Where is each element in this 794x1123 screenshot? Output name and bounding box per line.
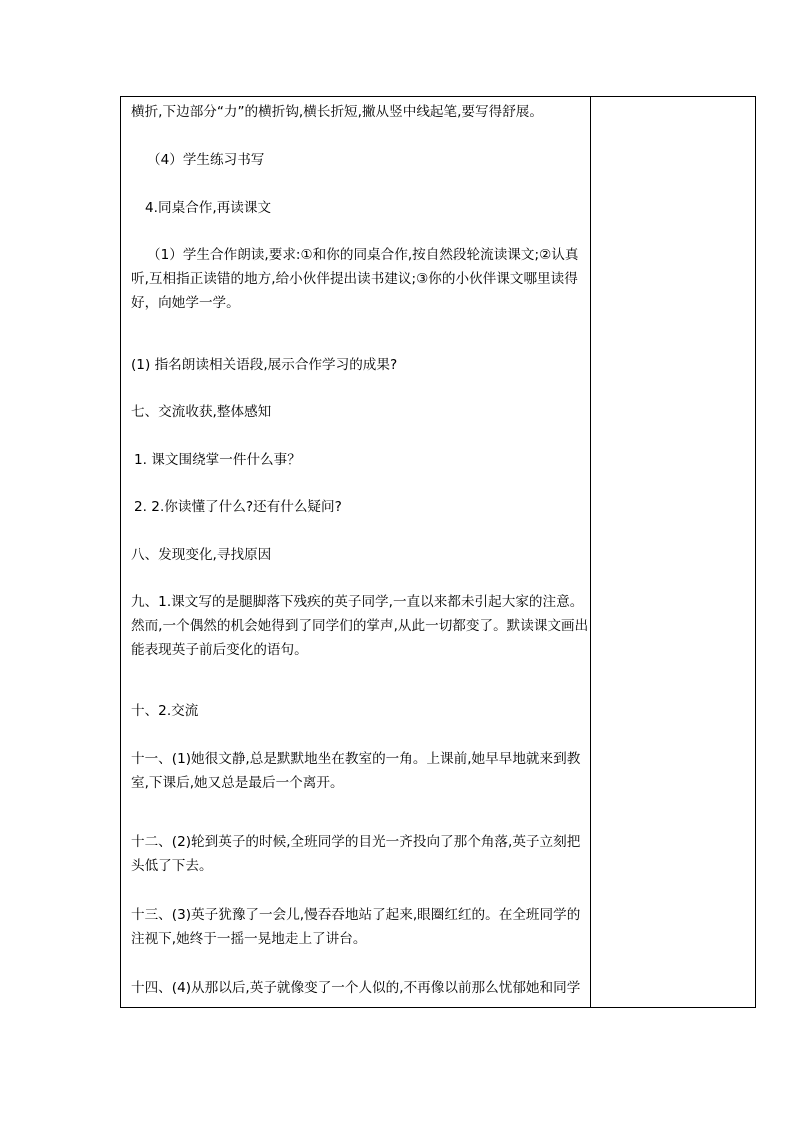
paragraph-section-twelve: 十二、(2)轮到英子的时候,全班同学的目光一齐投向了那个角落,英子立刻把头低了下去。 [131, 834, 581, 874]
paragraph-section-thirteen: 十三、(3)英子犹豫了一会儿,慢吞吞地站了起来,眼圈红红的。在全班同学的注视下,她终于一摇一晃地走上了讲台。 [131, 907, 581, 947]
question-two: 2. 2.你读懂了什么?还有什么疑问? [134, 499, 342, 515]
paragraph-stroke-guidance: 横折,下边部分“力”的横折钩,横长折短,撇从竖中线起笔,要写得舒展。 [131, 104, 543, 120]
question-one: 1. 课文围绕掌一件什么事？ [134, 452, 301, 468]
paragraph-section-ten: 十、2.交流 [131, 703, 199, 719]
lesson-content-cell [121, 97, 590, 1007]
paragraph-section-eleven: 十一、(1)她很文静,总是默默地坐在教室的一角。上课前,她早早地就来到教室,下课后,她又总是最后一个离开。 [131, 751, 581, 791]
section-heading-seven: 七、交流收获,整体感知 [131, 404, 272, 420]
paragraph-section-nine: 九、1.课文写的是腿脚落下残疾的英子同学,一直以来都未引起大家的注意。然而,一个偶然的机会她得到了同学们的掌声,从此一切都变了。默读课文画出能表现英子前后变化的语句。 [131, 594, 589, 658]
paragraph-partner-reading-requirements: （1）学生合作朗读,要求:①和你的同桌合作,按自然段轮流读课文;②认真听,互相指正读错的地方,给小伙伴提出读书建议;③你的小伙伴课文哪里读得好，向她学一学。 [131, 247, 579, 311]
lesson-table [120, 96, 756, 1008]
paragraph-practice-writing: （4）学生练习书写 [147, 152, 265, 168]
section-heading-eight: 八、发现变化,寻找原因 [131, 547, 272, 563]
paragraph-section-fourteen: 十四、(4)从那以后,英子就像变了一个人似的,不再像以前那么忧郁她和同学 [131, 980, 581, 996]
notes-cell [591, 97, 755, 1007]
paragraph-named-reading: (1) 指名朗读相关语段,展示合作学习的成果? [131, 357, 398, 373]
paragraph-partner-reading-heading: 4.同桌合作,再读课文 [145, 200, 272, 216]
